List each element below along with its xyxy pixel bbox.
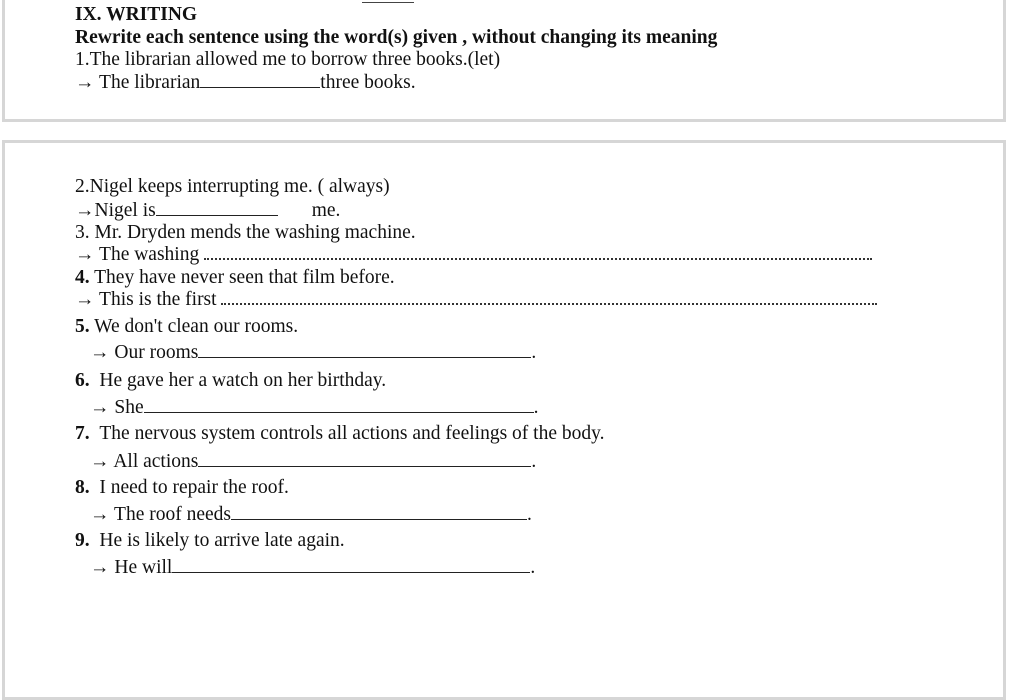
item-8-answer: → The roof needs .: [90, 504, 532, 525]
item-4-prompt: 4. They have never seen that film before.: [75, 267, 395, 288]
arrow-icon: →: [75, 244, 95, 265]
answer-dotted-line[interactable]: [204, 244, 872, 260]
answer-dotted-line[interactable]: [221, 289, 877, 305]
item-7-prompt: 7. The nervous system controls all actions and feelings of the body.: [75, 423, 605, 444]
answer-blank[interactable]: [198, 450, 531, 467]
answer-blank[interactable]: [172, 556, 530, 573]
arrow-icon: →: [90, 451, 110, 472]
item-2-prompt: 2.Nigel keeps interrupting me. ( always): [75, 176, 390, 197]
item-4-answer: → This is the first: [75, 289, 877, 311]
arrow-icon: →: [75, 200, 95, 221]
item-3-answer: → The washing: [75, 244, 872, 266]
section-title: IX. WRITING: [75, 4, 198, 25]
arrow-icon: →: [90, 342, 110, 363]
arrow-icon: →: [90, 397, 110, 418]
answer-blank[interactable]: [231, 503, 527, 520]
answer-blank[interactable]: [200, 71, 320, 88]
answer-blank[interactable]: [144, 396, 534, 413]
item-1-answer: → The librarian three books.: [75, 72, 416, 93]
item-7-answer: → All actions .: [90, 451, 537, 472]
item-2-answer: →Nigel is me.: [75, 200, 341, 221]
answer-blank[interactable]: [156, 199, 278, 216]
item-6-prompt: 6. He gave her a watch on her birthday.: [75, 370, 387, 391]
item-8-prompt: 8. I need to repair the roof.: [75, 477, 289, 498]
section-instruction: Rewrite each sentence using the word(s) given , without changing its meaning: [75, 27, 718, 48]
arrow-icon: →: [75, 289, 95, 310]
item-9-answer: → He will .: [90, 557, 536, 578]
item-5-prompt: 5. We don't clean our rooms.: [75, 316, 299, 337]
item-5-answer: → Our rooms .: [90, 342, 537, 363]
cut-off-blank: [362, 0, 414, 3]
item-6-answer: → She .: [90, 397, 539, 418]
arrow-icon: →: [75, 72, 95, 93]
answer-blank[interactable]: [198, 341, 531, 358]
arrow-icon: →: [90, 557, 110, 578]
item-3-prompt: 3. Mr. Dryden mends the washing machine.: [75, 222, 416, 243]
item-1-prompt: 1.The librarian allowed me to borrow three books.(let): [75, 49, 501, 70]
item-9-prompt: 9. He is likely to arrive late again.: [75, 530, 345, 551]
arrow-icon: →: [90, 504, 110, 525]
